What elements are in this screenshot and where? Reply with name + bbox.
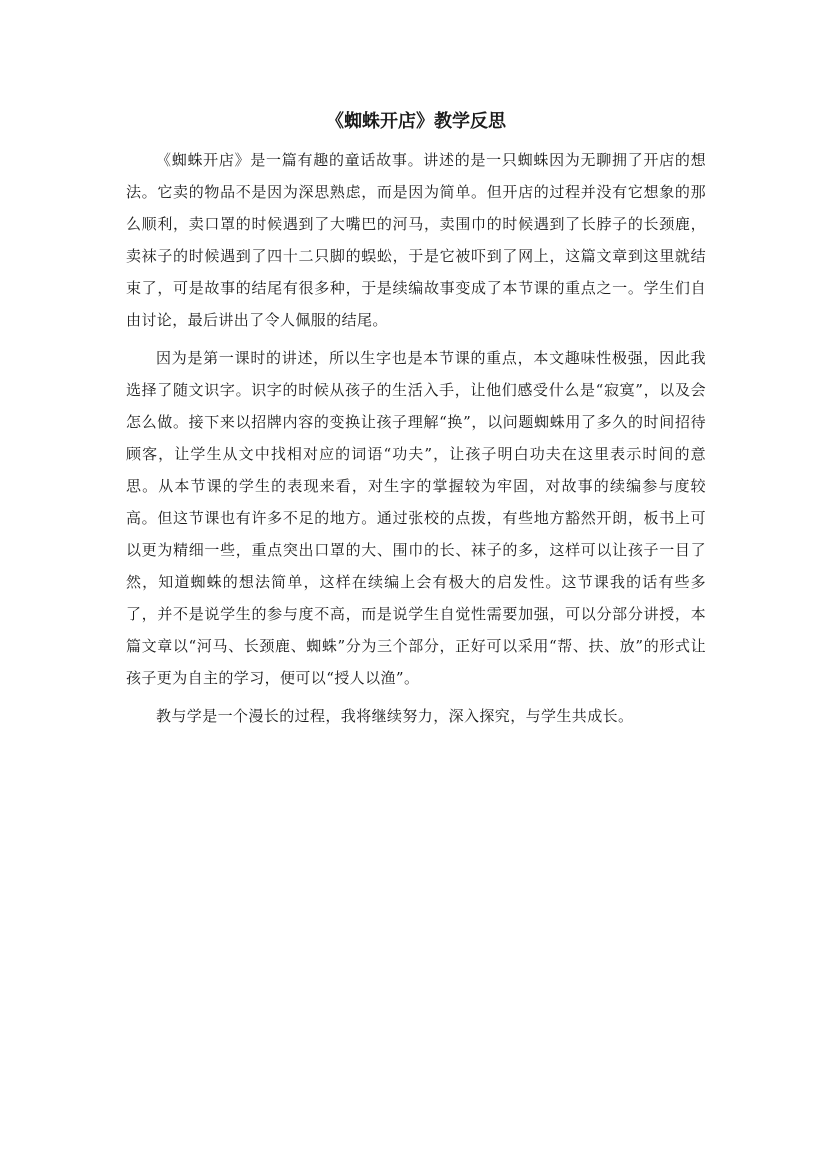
document-title: 《蜘蛛开店》教学反思 xyxy=(326,111,506,132)
paragraph-reflection: 因为是第一课时的讲述，所以生字也是本节课的重点，本文趣味性极强，因此我选择了随文识字。识字的时候从孩子的生活入手，让他们感受什么是“寂寞”，以及会怎么做。接下来以招牌内容的变换让孩子理解“换”，以问题蜘蛛用了多久的时间招待顾客，让学生从文中找相对应的词语“功夫”，让孩子明白功夫在这里表示时间的意思。从本节课的学生的表现来看，对生字的掌握较为牢固，对故事的续编参与度较高。但这节课也有许多不足的地方。通过张校的点拨，有些地方豁然开朗，板书上可以更为精细一些，重点突出口罩的大、围巾的长、袜子的多，这样可以让孩子一目了然，知道蜘蛛的想法简单，这样在续编上会有极大的启发性。这节课我的话有些多了，并不是说学生的参与度不高，而是说学生自觉性需要加强，可以分部分讲授，本篇文章以“河马、长颈鹿、蜘蛛”分为三个部分，正好可以采用“帮、扶、放”的形式让孩子更为自主的学习，便可以“授人以渔”。 xyxy=(126,349,706,687)
paragraph-intro: 《蜘蛛开店》是一篇有趣的童话故事。讲述的是一只蜘蛛因为无聊拥了开店的想法。它卖的物品不是因为深思熟虑，而是因为简单。但开店的过程并没有它想象的那么顺利，卖口罩的时候遇到了大嘴巴的河马，卖围巾的时候遇到了长脖子的长颈鹿，卖袜子的时候遇到了四十二只脚的蜈蚣，于是它被吓到了网上，这篇文章到这里就结束了，可是故事的结尾有很多种，于是续编故事变成了本节课的重点之一。学生们自由讨论，最后讲出了令人佩服的结尾。 xyxy=(126,151,706,329)
paragraph-conclusion: 教与学是一个漫长的过程，我将继续努力，深入探究，与学生共成长。 xyxy=(156,707,634,725)
document-body xyxy=(126,108,706,738)
